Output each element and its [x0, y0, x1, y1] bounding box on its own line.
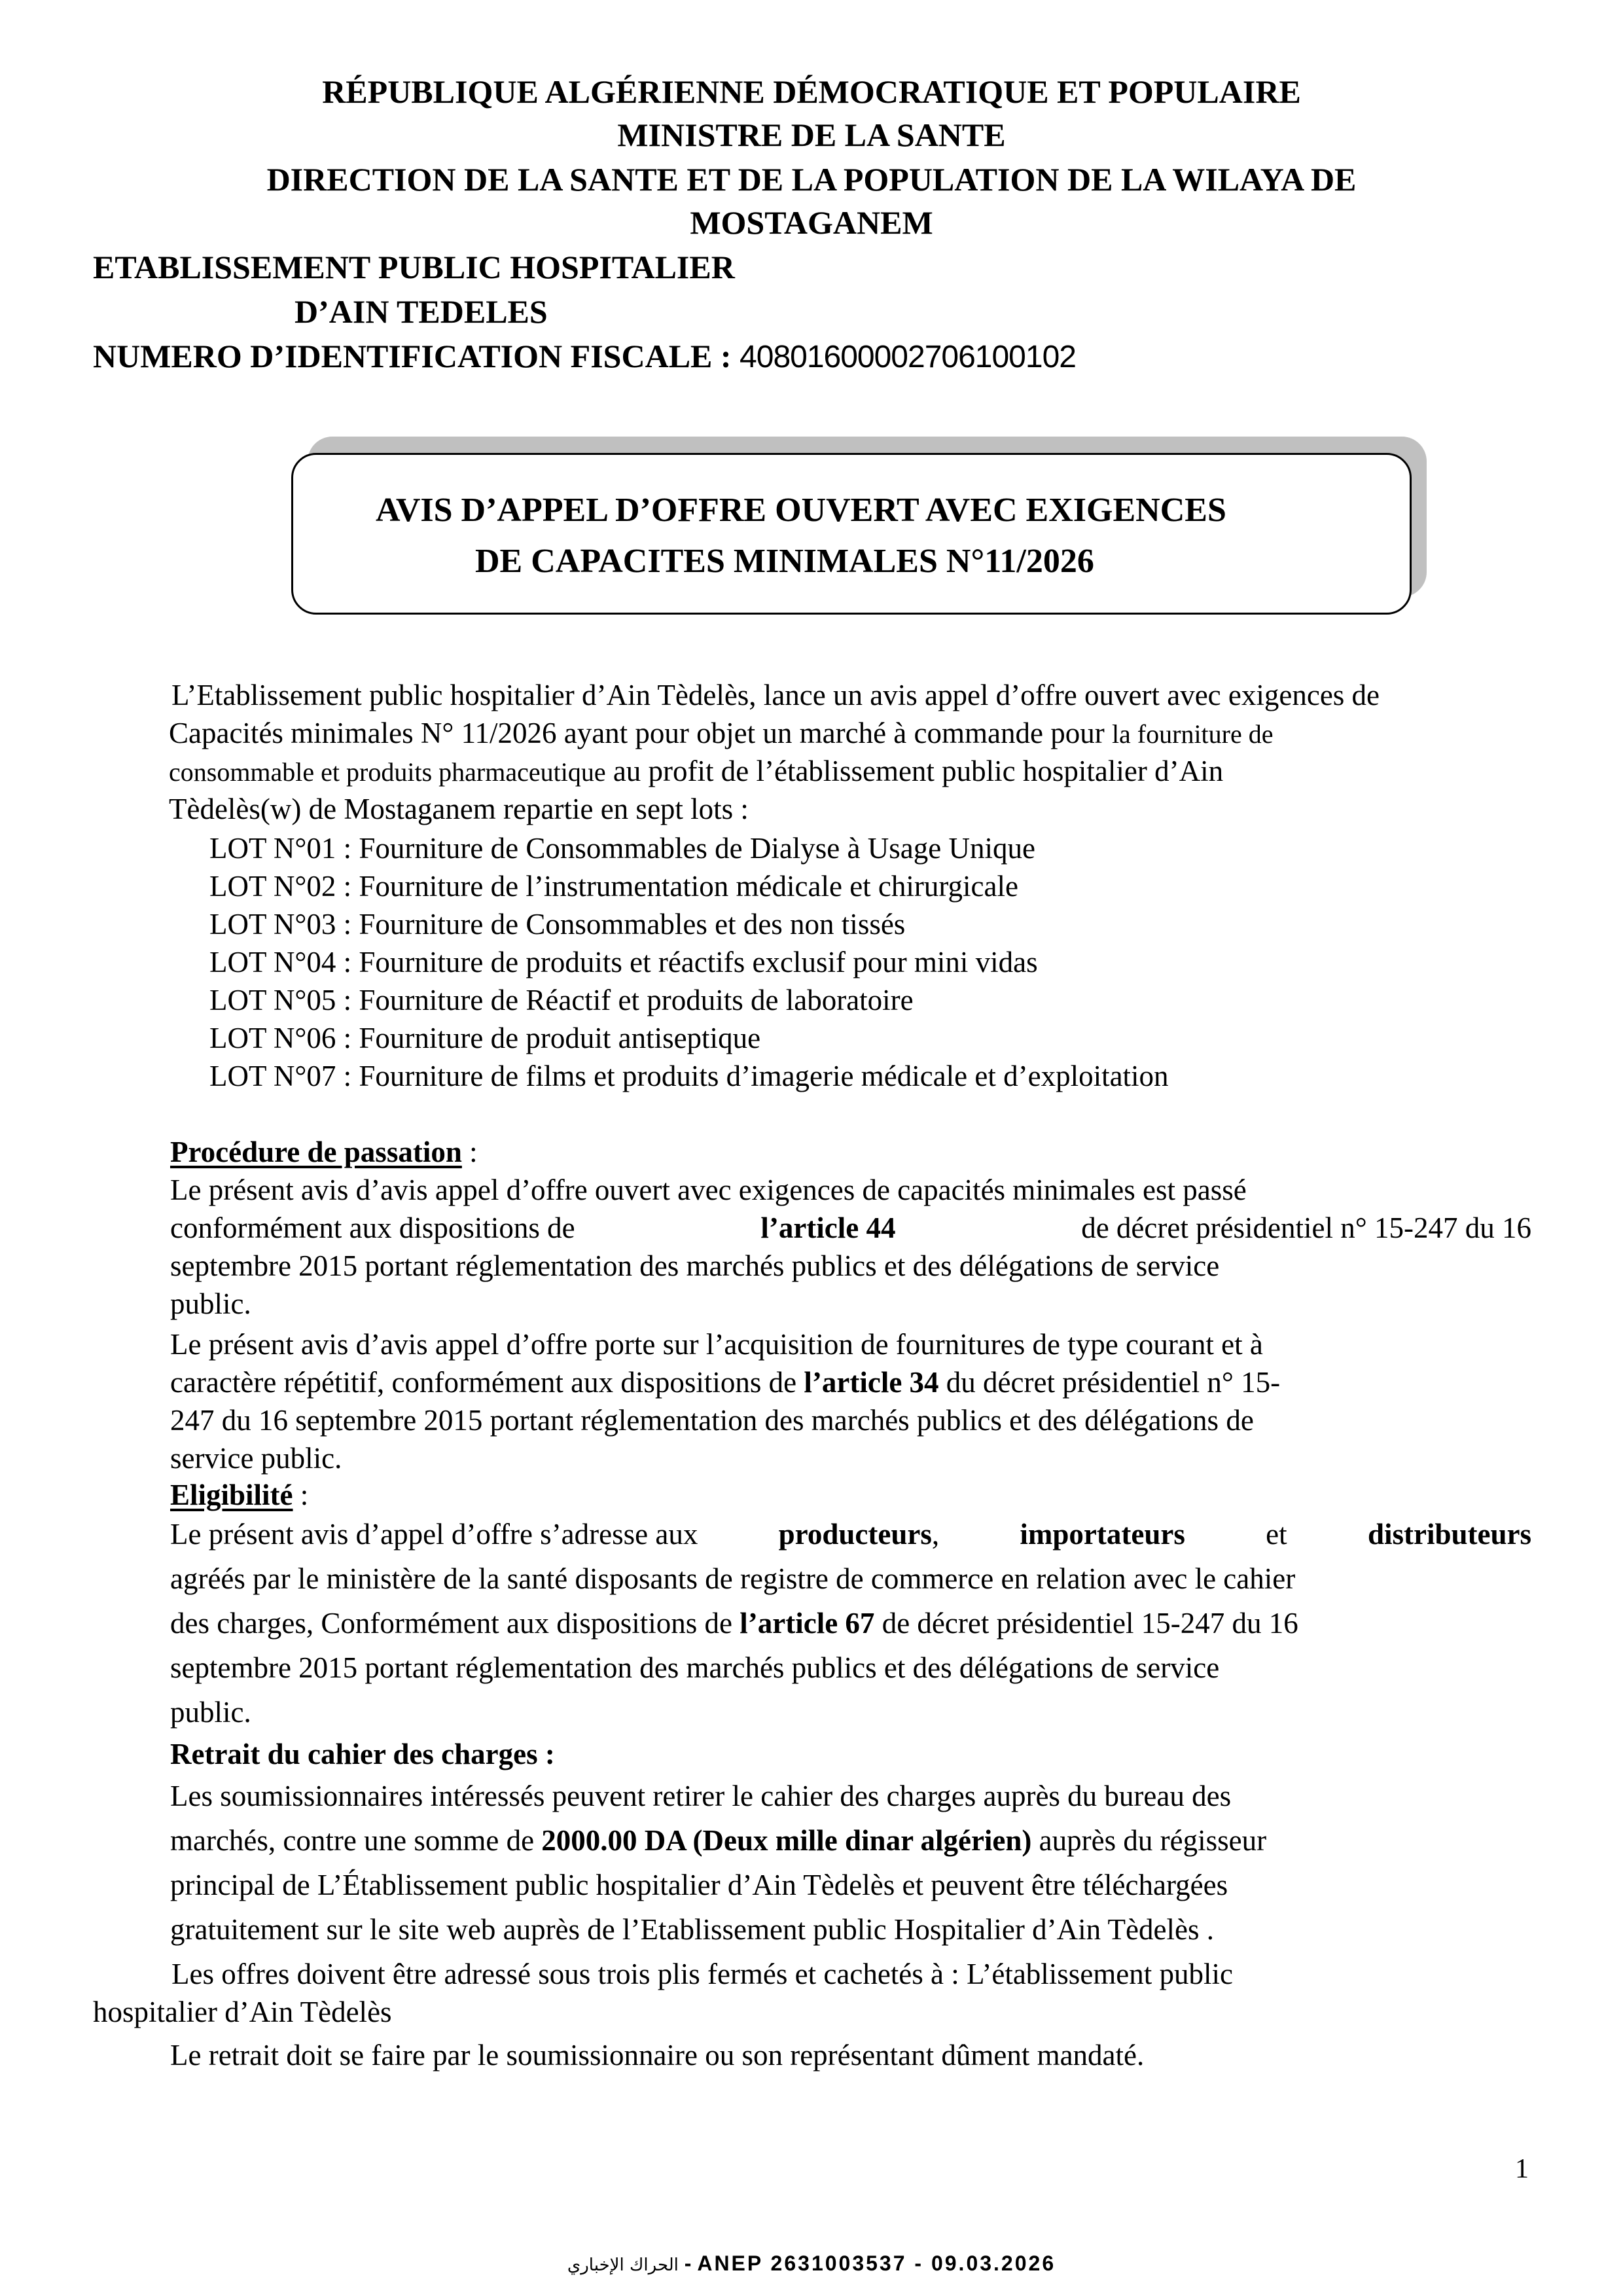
eligibility-heading [170, 1477, 308, 1513]
distributeurs: distributeurs [1367, 1518, 1531, 1551]
text: caractère répétitif, conformément aux dispositions de [170, 1366, 804, 1399]
intro-line-3-text: au profit de l’établissement public hospitalier d’Ain [605, 755, 1224, 787]
procedure-p1-line-3 [170, 1247, 1531, 1284]
fiscal-id-line [93, 336, 1076, 377]
fiscal-id-number: 40801600002706100102 [740, 340, 1076, 374]
procedure-p2-line-2 [170, 1364, 1280, 1401]
intro-line-1: L’Etablissement public hospitalier d’Ain Tèdelès, lance un avis appel d’offre ouvert avec exigences de [171, 679, 1380, 711]
procedure-p1-line-4: public. [170, 1287, 251, 1320]
lot-item: LOT N°02 : Fourniture de l’instrumentation médicale et chirurgicale [209, 870, 1018, 903]
text: Le présent avis d’avis appel d’offre porte sur l’acquisition de fournitures de type courant et à [170, 1328, 1263, 1361]
procedure-p2-line-3: 247 du 16 septembre 2015 portant réglementation des marchés publics et des délégations de [170, 1404, 1254, 1437]
procedure-p2-line-4: service public. [170, 1442, 342, 1475]
intro-line-3-small: consommable et produits pharmaceutique [169, 757, 606, 787]
importateurs: importateurs [1020, 1518, 1185, 1551]
retrait-line-1 [170, 1778, 1531, 1814]
footer-anep-ref: ANEP 2631003537 - 09.03.2026 [697, 2251, 1056, 2275]
footer-separator: - [678, 2251, 698, 2275]
procedure-heading [170, 1134, 478, 1170]
retrait-final-line: Le retrait doit se faire par le soumissionnaire ou son représentant dûment mandaté. [170, 2039, 1145, 2072]
retrait-heading: Retrait du cahier des charges : [170, 1738, 555, 1770]
offres-line-1: Les offres doivent être adressé sous trois plis fermés et cachetés à : L’établissement public [171, 1958, 1233, 1990]
title-line-1: AVIS D’APPEL D’OFFRE OUVERT AVEC EXIGENCES [376, 492, 1226, 529]
procedure-p1-line-1 [170, 1172, 1531, 1208]
text: Les soumissionnaires intéressés peuvent retirer le cahier des charges auprès du bureau des [170, 1780, 1232, 1812]
intro-line-3 [169, 753, 1223, 791]
eligibility-line-4 [170, 1649, 1531, 1686]
header-ministry: MINISTRE DE LA SANTE [617, 117, 1006, 153]
text: principal de L’Établissement public hospitalier d’Ain Tèdelès et peuvent être téléchargées [170, 1869, 1228, 1901]
lot-item: LOT N°06 : Fourniture de produit antiseptique [209, 1022, 761, 1054]
article-67: l’article 67 [740, 1607, 875, 1640]
intro-line-2-text: Capacités minimales N° 11/2026 ayant pour objet un marché à commande pour [169, 717, 1112, 749]
text: Le présent avis d’avis appel d’offre ouvert avec exigences de capacités minimales est passé [170, 1174, 1247, 1206]
page-number: 1 [1515, 2154, 1529, 2184]
lot-item: LOT N°07 : Fourniture de films et produits d’imagerie médicale et d’exploitation [209, 1060, 1169, 1092]
text: des charges, Conformément aux dispositions de [170, 1607, 740, 1640]
procedure-heading-colon: : [461, 1136, 478, 1168]
text: de décret présidentiel n° 15-247 du 16 [1081, 1211, 1531, 1244]
title-box [291, 453, 1412, 615]
procedure-p1-line-2 [170, 1210, 1531, 1246]
eligibility-heading-text: Eligibilité [170, 1479, 293, 1511]
title-line-2: DE CAPACITES MINIMALES N°11/2026 [475, 543, 1094, 580]
lot-item: LOT N°05 : Fourniture de Réactif et produits de laboratoire [209, 984, 914, 1016]
text: marchés, contre une somme de [170, 1824, 542, 1857]
header-wilaya: MOSTAGANEM [690, 204, 933, 241]
header-republic: RÉPUBLIQUE ALGÉRIENNE DÉMOCRATIQUE ET POPULAIRE [322, 73, 1301, 110]
lot-item: LOT N°01 : Fourniture de Consommables de Dialyse à Usage Unique [209, 832, 1035, 865]
offres-line-2: hospitalier d’Ain Tèdelès [93, 1996, 392, 2028]
retrait-line-4: gratuitement sur le site web auprès de l’Etablissement public Hospitalier d’Ain Tèdelès . [170, 1913, 1214, 1946]
fee-amount: 2000.00 DA (Deux mille dinar algérien) [541, 1824, 1032, 1857]
text: auprès du régisseur [1031, 1824, 1267, 1857]
text: septembre 2015 portant réglementation des marchés publics et des délégations de service [170, 1651, 1220, 1684]
intro-line-4: Tèdelès(w) de Mostaganem repartie en sept lots : [169, 793, 749, 825]
lot-item: LOT N°04 : Fourniture de produits et réactifs exclusif pour mini vidas [209, 946, 1038, 978]
text: et [1266, 1518, 1287, 1551]
text: du décret présidentiel n° 15- [938, 1366, 1281, 1399]
producteurs: producteurs [778, 1518, 932, 1551]
text: de décret présidentiel 15-247 du 16 [874, 1607, 1298, 1640]
footer-reference [0, 2251, 1623, 2276]
lot-item: LOT N°03 : Fourniture de Consommables et des non tissés [209, 908, 906, 941]
eligibility-line-3 [170, 1605, 1298, 1641]
procedure-p2-line-1 [170, 1326, 1531, 1363]
text: septembre 2015 portant réglementation des marchés publics et des délégations de service [170, 1249, 1220, 1282]
eligibility-line-2: agréés par le ministère de la santé disposants de registre de commerce en relation avec le cahier [170, 1562, 1296, 1595]
retrait-line-2 [170, 1822, 1266, 1859]
text: Le présent avis d’appel d’offre s’adresse aux [170, 1518, 698, 1551]
establishment-name: ETABLISSEMENT PUBLIC HOSPITALIER [93, 249, 735, 285]
article-44: l’article 44 [760, 1211, 896, 1244]
intro-line-2 [169, 715, 1274, 753]
footer-arabic-publisher: الحراك الإخباري [567, 2255, 679, 2275]
eligibility-line-5: public. [170, 1696, 251, 1729]
procedure-heading-text: Procédure de passation [170, 1136, 462, 1168]
fiscal-id-label: NUMERO D’IDENTIFICATION FISCALE : [93, 338, 740, 374]
text: conformément aux dispositions de [170, 1211, 575, 1244]
article-34: l’article 34 [804, 1366, 939, 1399]
retrait-line-3 [170, 1867, 1531, 1903]
text: , [931, 1518, 940, 1551]
header-direction: DIRECTION DE LA SANTE ET DE LA POPULATION DE LA WILAYA DE [266, 161, 1357, 198]
intro-line-2-small: la fourniture de [1111, 719, 1274, 749]
eligibility-line-1 [170, 1516, 1531, 1552]
eligibility-heading-colon: : [293, 1479, 309, 1511]
establishment-location: D’AIN TEDELES [294, 293, 548, 330]
